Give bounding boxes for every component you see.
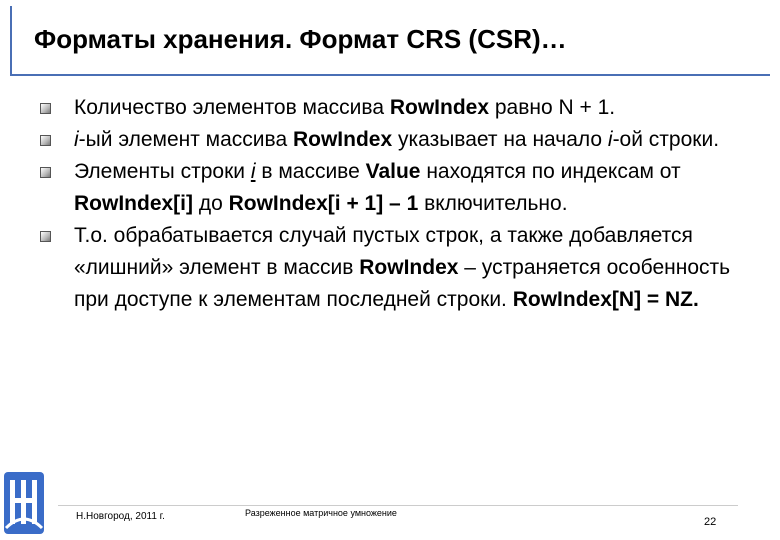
bullet-text-part: Value bbox=[365, 160, 421, 183]
bullet-text-part: – устраняется особенность при доступе к элементам последней строки. bbox=[74, 256, 731, 311]
bullet-text-part: RowIndex[i] bbox=[74, 192, 193, 215]
bullet-text-part: Количество элементов массива bbox=[74, 96, 390, 119]
footer-course-title: Разреженное матричное умножение bbox=[245, 508, 397, 518]
bullet-text-part: равно N + 1. bbox=[489, 96, 616, 119]
bullet-text-part: RowIndex bbox=[389, 96, 490, 119]
bullet-text-part: i bbox=[74, 128, 79, 151]
square-bullet-icon bbox=[40, 103, 51, 114]
title-frame bbox=[10, 6, 770, 76]
bullet-item bbox=[40, 220, 740, 316]
bullet-text-part: RowIndex bbox=[292, 128, 393, 151]
square-bullet-icon bbox=[40, 231, 51, 242]
bullet-item bbox=[40, 156, 740, 220]
bullet-text-part: находятся по индексам от bbox=[420, 160, 681, 183]
bullet-text-part: -ой строки. bbox=[612, 128, 720, 151]
square-bullet-icon bbox=[40, 135, 51, 146]
bullet-text-part: i bbox=[607, 128, 613, 151]
slide-title: Форматы хранения. Формат CRS (CSR)… bbox=[34, 24, 567, 54]
bullet-text-part: включительно. bbox=[418, 192, 568, 215]
bullet-text-part: Т.о. обрабатывается случай пустых строк, а также добавляется «лишний» элемент в массив bbox=[74, 224, 693, 279]
bullet-text-part: i bbox=[250, 160, 256, 183]
bullet-list bbox=[40, 92, 740, 316]
bullet-text-part: RowIndex[N] = NZ. bbox=[512, 288, 699, 311]
bullet-text-part: до bbox=[193, 192, 229, 215]
bullet-text-part: указывает на начало bbox=[392, 128, 608, 151]
bullet-text-part: в массиве bbox=[255, 160, 366, 183]
page-number: 22 bbox=[704, 516, 717, 528]
footer-location-year: Н.Новгород, 2011 г. bbox=[76, 511, 165, 522]
square-bullet-icon bbox=[40, 167, 51, 178]
bullet-text-part: Элементы строки bbox=[74, 160, 251, 183]
bullet-text-part: -ый элемент массива bbox=[78, 128, 293, 151]
bullet-item bbox=[40, 92, 740, 124]
university-logo-icon bbox=[2, 470, 46, 536]
bullet-text-part: RowIndex[i + 1] – 1 bbox=[228, 192, 419, 215]
bullet-item bbox=[40, 124, 740, 156]
bullet-text-part: RowIndex bbox=[359, 256, 459, 279]
footer-divider bbox=[58, 505, 738, 506]
